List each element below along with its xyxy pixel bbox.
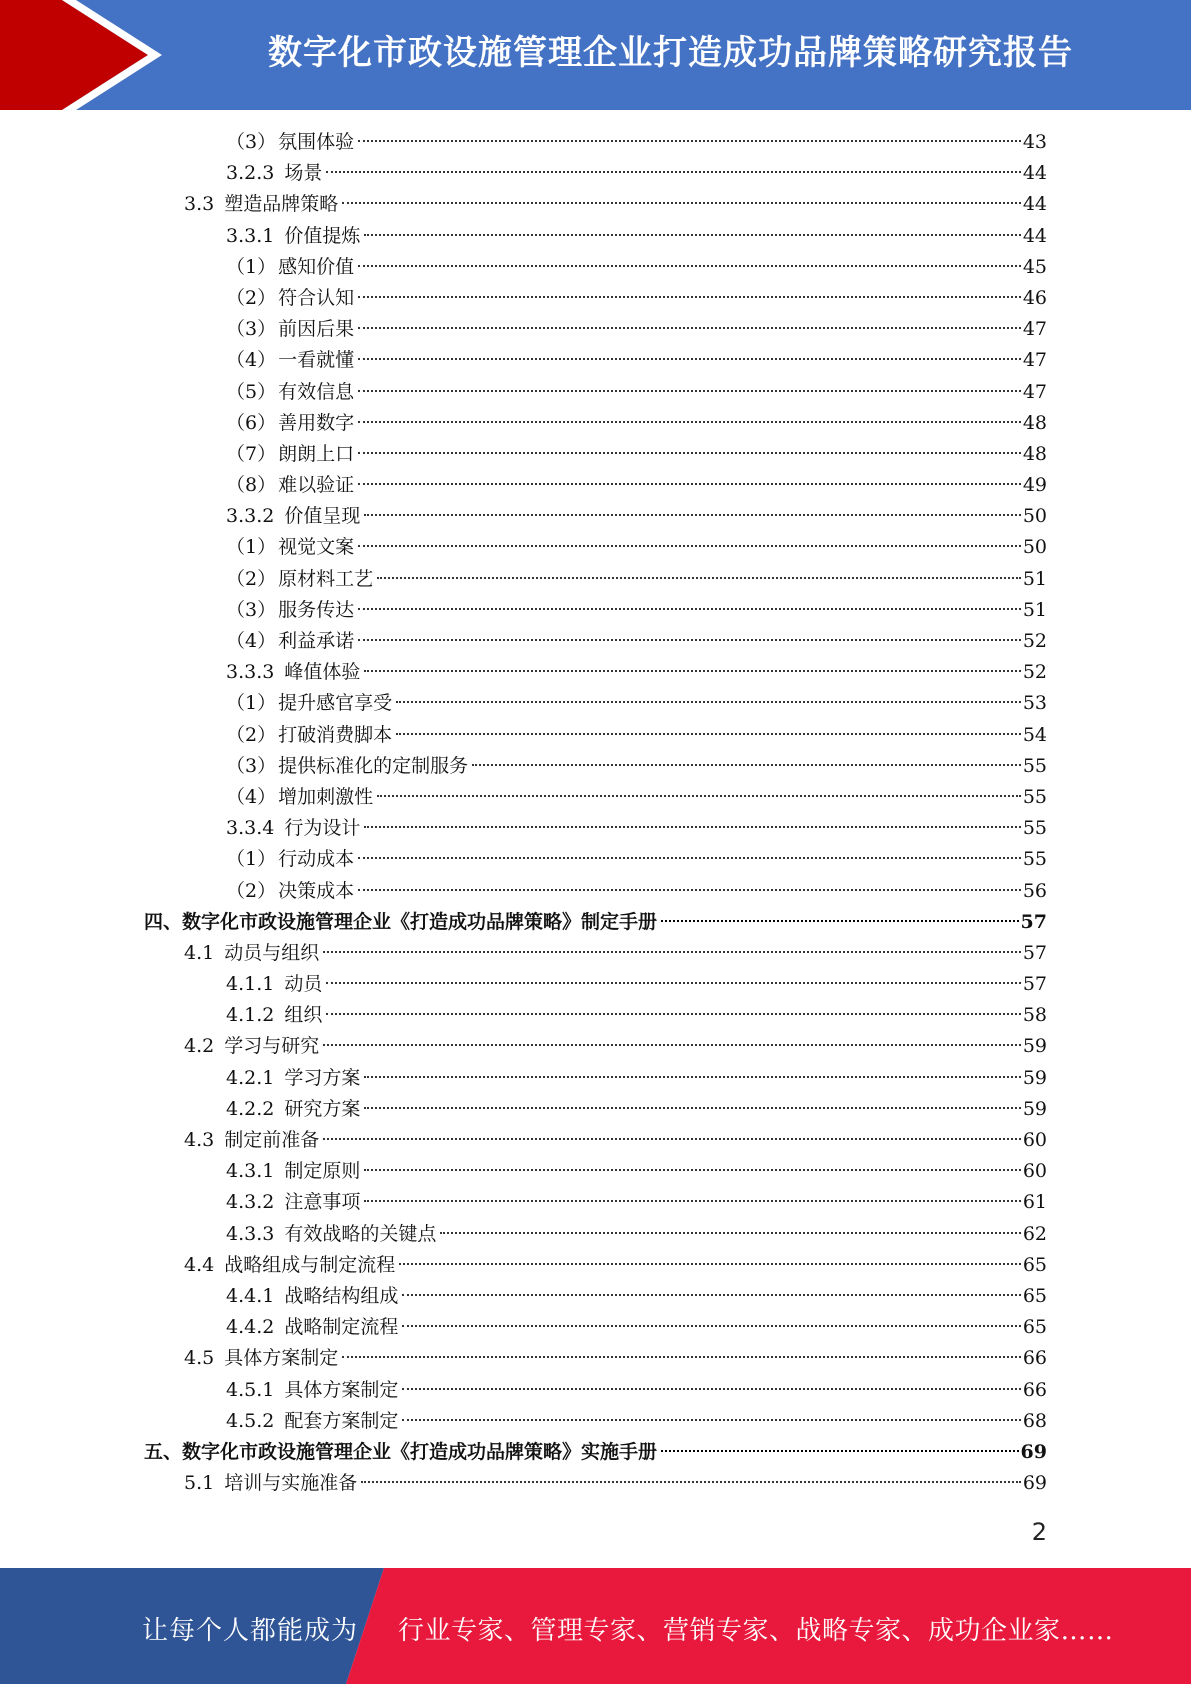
toc-dot-leader [358,358,1021,360]
toc-entry[interactable] [0,938,1191,969]
toc-dot-leader [326,982,1020,984]
toc-entry-page: 44 [1022,162,1047,185]
toc-dot-leader [402,1325,1020,1327]
toc-entry-page: 65 [1022,1316,1047,1339]
toc-entry-number: （4） [226,349,277,372]
toc-entry-label: 配套方案制定 [284,1409,399,1432]
toc-entry-label: 组织 [284,1004,323,1027]
toc-entry-number: （1） [226,848,277,871]
toc-entry-page: 66 [1022,1347,1047,1370]
toc-entry-label: 价值呈现 [284,505,361,528]
toc-entry-label: 五、数字化市政设施管理企业《打造成功品牌策略》实施手册 [144,1440,658,1463]
toc-entry-label: 善用数字 [278,411,355,434]
toc-entry-page: 61 [1022,1191,1047,1214]
toc-entry-label: 决策成本 [278,879,355,902]
toc-entry[interactable] [0,1281,1191,1312]
toc-entry-page: 55 [1022,848,1047,871]
toc-entry[interactable] [0,1468,1191,1499]
toc-dot-leader [396,701,1021,703]
toc-entry[interactable] [0,1063,1191,1094]
toc-entry-label: 学习方案 [284,1066,361,1089]
toc-entry[interactable] [0,1031,1191,1062]
toc-entry[interactable] [0,1312,1191,1343]
toc-dot-leader [323,951,1021,953]
toc-entry-number: 4.4.2 [226,1316,275,1339]
toc-entry[interactable] [0,751,1191,782]
toc-entry-label: 朗朗上口 [278,442,355,465]
toc-entry[interactable] [0,1094,1191,1125]
toc-entry[interactable] [0,564,1191,595]
toc-dot-leader [402,1419,1020,1421]
toc-entry[interactable] [0,1000,1191,1031]
toc-entry[interactable] [0,377,1191,408]
toc-entry-page: 53 [1022,692,1047,715]
toc-entry-page: 55 [1022,754,1047,777]
toc-entry-label: 动员与组织 [224,941,320,964]
toc-entry-label: 有效信息 [278,380,355,403]
toc-entry-number: 4.3.2 [226,1191,275,1214]
toc-entry-page: 59 [1022,1066,1047,1089]
toc-entry-number: （7） [226,442,277,465]
toc-entry-number: （2） [226,879,277,902]
toc-entry-page: 57 [1022,941,1047,964]
toc-entry[interactable] [0,1187,1191,1218]
toc-entry-label: 提供标准化的定制服务 [278,754,469,777]
toc-dot-leader [364,1169,1020,1171]
toc-entry-page: 45 [1022,255,1047,278]
toc-entry-number: 3.3.1 [226,224,275,247]
toc-entry-number: 4.5 [184,1347,215,1370]
toc-entry-label: 利益承诺 [278,630,355,652]
toc-entry-number: 4.5.1 [226,1378,275,1401]
toc-dot-leader [364,1200,1020,1202]
toc-entry-page: 50 [1022,536,1047,559]
toc-dot-leader [358,296,1021,298]
toc-dot-leader [358,483,1021,485]
toc-entry-number: （5） [226,380,277,403]
toc-entry-number: 4.1.2 [226,1004,275,1027]
toc-entry-number: （1） [226,536,277,559]
toc-entry[interactable] [0,626,1191,657]
toc-entry-page: 65 [1022,1253,1047,1276]
toc-entry-page: 54 [1022,723,1047,746]
toc-dot-leader [377,577,1021,579]
toc-entry-page: 43 [1022,131,1047,153]
toc-entry-page: 51 [1022,598,1047,621]
toc-entry-page: 47 [1022,349,1047,372]
toc-entry-label: 制定前准备 [224,1129,320,1151]
toc-entry[interactable] [0,345,1191,376]
toc-entry[interactable] [0,221,1191,252]
toc-dot-leader [326,171,1020,173]
toc-dot-leader [358,390,1021,392]
toc-entry-page: 62 [1022,1222,1047,1245]
toc-entry-number: 4.4.1 [226,1284,275,1307]
toc-entry-page: 69 [1022,1472,1047,1495]
toc-entry[interactable] [0,1375,1191,1406]
toc-entry-label: 增加刺激性 [278,785,374,808]
toc-dot-leader [364,1107,1020,1109]
toc-entry-label: 难以验证 [278,474,355,497]
toc-entry[interactable] [0,1437,1191,1468]
toc-dot-leader [358,421,1021,423]
toc-entry-page: 47 [1022,380,1047,403]
toc-entry-page: 48 [1022,411,1047,434]
toc-dot-leader [364,670,1020,672]
toc-entry[interactable] [0,720,1191,751]
toc-entry[interactable] [0,1219,1191,1250]
toc-entry-label: 动员 [284,973,323,996]
toc-entry-number: （6） [226,411,277,434]
toc-entry[interactable] [0,844,1191,875]
toc-entry[interactable] [0,158,1191,189]
page-number: 2 [1031,1518,1047,1546]
toc-entry-page: 55 [1022,785,1047,808]
toc-entry-label: 一看就懂 [278,349,355,372]
toc-entry-number: （1） [226,255,277,278]
toc-dot-leader [358,327,1021,329]
toc-dot-leader [364,826,1020,828]
toc-entry[interactable] [0,501,1191,532]
toc-entry-number: （3） [226,754,277,777]
toc-entry[interactable] [0,127,1191,158]
toc-entry-page: 60 [1022,1129,1047,1151]
toc-entry-label: 提升感官享受 [278,692,393,715]
toc-entry-number: （2） [226,286,277,309]
toc-entry-page: 66 [1022,1378,1047,1401]
toc-entry-number: 3.3.3 [226,661,275,684]
toc-entry[interactable] [0,688,1191,719]
toc-entry-number: 4.2 [184,1035,215,1058]
toc-entry-label: 感知价值 [278,255,355,278]
toc-entry-label: 注意事项 [284,1191,361,1214]
toc-entry-label: 氛围体验 [278,131,355,153]
toc-entry-number: 3.3.4 [226,817,275,840]
toc-entry[interactable] [0,907,1191,938]
toc-entry-number: （3） [226,131,277,153]
page-header [0,0,1191,110]
toc-entry[interactable] [0,439,1191,470]
toc-dot-leader [358,608,1021,610]
toc-entry-page: 68 [1022,1409,1047,1432]
toc-entry[interactable] [0,595,1191,626]
toc-dot-leader [361,1481,1021,1483]
toc-entry-label: 打破消费脚本 [278,723,393,746]
toc-dot-leader [323,1044,1021,1046]
toc-dot-leader [661,920,1019,922]
toc-entry-number: 3.2.3 [226,162,275,185]
toc-dot-leader [402,1294,1020,1296]
toc-entry-label: 价值提炼 [284,224,361,247]
toc-entry-label: 峰值体验 [284,661,361,684]
toc-dot-leader [472,764,1021,766]
toc-entry-number: （3） [226,598,277,621]
toc-dot-leader [323,1138,1021,1140]
toc-entry-page: 44 [1022,224,1047,247]
toc-entry[interactable] [0,532,1191,563]
toc-entry-page: 55 [1022,817,1047,840]
toc-entry-label: 有效战略的关键点 [284,1222,437,1245]
toc-dot-leader [358,639,1021,641]
toc-dot-leader [326,1013,1020,1015]
toc-entry-page: 69 [1020,1440,1047,1463]
toc-entry-number: （8） [226,474,277,497]
toc-dot-leader [358,857,1021,859]
toc-entry-label: 视觉文案 [278,536,355,559]
toc-entry-number: （2） [226,567,277,590]
toc-entry-number: 5.1 [184,1472,215,1495]
toc-entry-page: 44 [1022,193,1047,216]
toc-dot-leader [364,1076,1020,1078]
toc-dot-leader [399,1263,1021,1265]
toc-entry-page: 57 [1022,973,1047,996]
toc-entry-number: 3.3 [184,193,215,216]
toc-dot-leader [364,514,1020,516]
toc-entry-number: （3） [226,318,277,341]
toc-entry-label: 培训与实施准备 [224,1472,358,1495]
toc-entry-page: 60 [1022,1160,1047,1183]
toc-entry[interactable] [0,408,1191,439]
toc-entry-label: 行动成本 [278,848,355,871]
toc-dot-leader [358,265,1021,267]
toc-entry[interactable] [0,969,1191,1000]
toc-entry-number: 4.5.2 [226,1409,275,1432]
toc-entry[interactable] [0,283,1191,314]
toc-entry-label: 学习与研究 [224,1035,320,1058]
toc-entry-number: 4.3 [184,1129,215,1151]
toc-entry-page: 52 [1022,630,1047,652]
toc-entry[interactable] [0,1406,1191,1437]
toc-entry-number: （4） [226,630,277,652]
page-footer [0,1568,1191,1684]
toc-entry[interactable] [0,252,1191,283]
footer-slogan-left: 让每个人都能成为 [142,1616,359,1646]
toc-entry-page: 48 [1022,442,1047,465]
toc-dot-leader [377,795,1021,797]
toc-entry-number: （1） [226,692,277,715]
header-title: 数字化市政设施管理企业打造成功品牌策略研究报告 [268,33,1073,73]
toc-entry-page: 47 [1022,318,1047,341]
toc-entry-page: 65 [1022,1284,1047,1307]
toc-entry-label: 行为设计 [284,817,361,840]
toc-entry-page: 49 [1022,474,1047,497]
toc-dot-leader [440,1232,1020,1234]
toc-entry[interactable] [0,1125,1191,1156]
toc-entry-page: 59 [1022,1035,1047,1058]
toc-entry-number: 4.1 [184,941,215,964]
toc-dot-leader [358,140,1021,142]
toc-dot-leader [358,452,1021,454]
toc-entry-page: 59 [1022,1097,1047,1120]
toc-entry-page: 58 [1022,1004,1047,1027]
toc-entry-number: 3.3.2 [226,505,275,528]
toc-entry-label: 前因后果 [278,318,355,341]
toc-dot-leader [402,1388,1020,1390]
toc-entry-label: 塑造品牌策略 [224,193,339,216]
toc-entry[interactable] [0,1156,1191,1187]
toc-dot-leader [364,234,1020,236]
toc-entry-label: 制定原则 [284,1160,361,1183]
toc-entry-page: 51 [1022,567,1047,590]
footer-slogan-right: 行业专家、管理专家、营销专家、战略专家、成功企业家…… [398,1616,1114,1646]
toc-entry[interactable] [0,1250,1191,1281]
toc-entry[interactable] [0,782,1191,813]
toc-dot-leader [661,1450,1019,1452]
table-of-contents [0,127,1191,1499]
toc-entry-label: 战略结构组成 [284,1284,399,1307]
toc-entry-page: 52 [1022,661,1047,684]
toc-entry-page: 50 [1022,505,1047,528]
toc-entry-page: 56 [1022,879,1047,902]
toc-dot-leader [342,202,1021,204]
toc-entry-label: 战略制定流程 [284,1316,399,1339]
toc-entry[interactable] [0,1343,1191,1374]
toc-entry[interactable] [0,876,1191,907]
header-red-chevron [0,0,148,110]
toc-entry-number: 4.3.1 [226,1160,275,1183]
toc-entry[interactable] [0,813,1191,844]
toc-entry-label: 场景 [284,162,323,185]
toc-entry[interactable] [0,657,1191,688]
toc-entry-page: 57 [1020,910,1047,933]
toc-entry-label: 具体方案制定 [284,1378,399,1401]
toc-entry-number: 4.3.3 [226,1222,275,1245]
toc-entry-number: 4.2.2 [226,1097,275,1120]
toc-entry[interactable] [0,470,1191,501]
toc-entry-label: 具体方案制定 [224,1347,339,1370]
toc-entry-number: 4.4 [184,1253,215,1276]
toc-dot-leader [358,545,1021,547]
toc-entry-label: 符合认知 [278,286,355,309]
toc-entry-number: 4.1.1 [226,973,275,996]
toc-dot-leader [396,733,1021,735]
toc-entry[interactable] [0,189,1191,220]
toc-entry-number: 4.2.1 [226,1066,275,1089]
toc-dot-leader [358,889,1021,891]
toc-entry[interactable] [0,314,1191,345]
toc-entry-number: （4） [226,785,277,808]
toc-entry-page: 46 [1022,286,1047,309]
toc-entry-label: 原材料工艺 [278,567,374,590]
toc-entry-label: 战略组成与制定流程 [224,1253,396,1276]
toc-entry-label: 研究方案 [284,1097,361,1120]
toc-entry-label: 四、数字化市政设施管理企业《打造成功品牌策略》制定手册 [144,910,658,933]
toc-entry-label: 服务传达 [278,598,355,621]
toc-entry-number: （2） [226,723,277,746]
toc-dot-leader [342,1356,1021,1358]
